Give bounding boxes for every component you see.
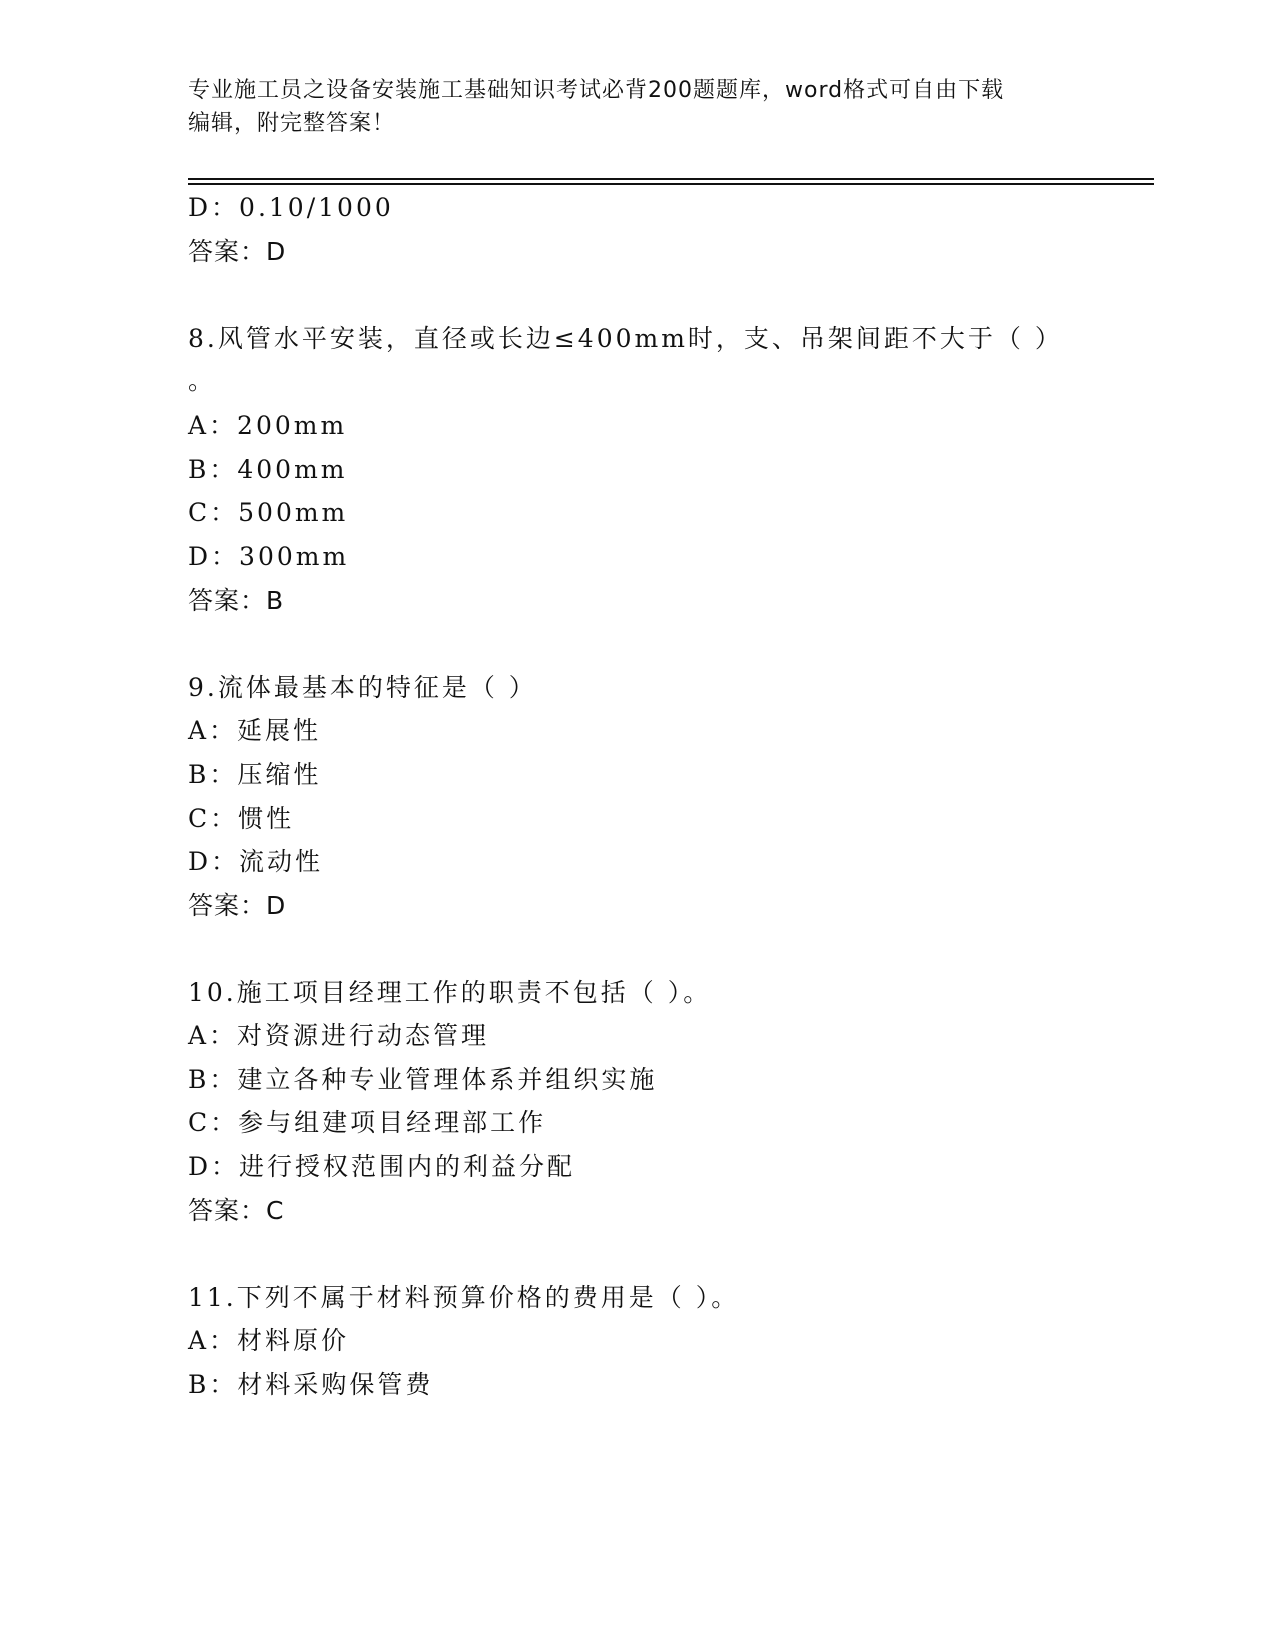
question-stem: 11.下列不属于材料预算价格的费用是（ ）。 [188, 1283, 740, 1312]
header-line-2: 编辑，附完整答案！ [188, 111, 396, 136]
answer-line: 答案：B [188, 586, 285, 615]
header-line-1: 专业施工员之设备安装施工基础知识考试必背200题题库，word格式可自由下载 [188, 78, 1005, 103]
option-d: D：0.10/1000 [188, 193, 394, 222]
header-divider-bottom [188, 183, 1154, 185]
answer-line: 答案：D [188, 237, 287, 266]
option-b: B：压缩性 [188, 760, 322, 789]
option-a: A：材料原价 [188, 1326, 350, 1355]
option-a: A：200mm [188, 411, 348, 440]
option-c: C：参与组建项目经理部工作 [188, 1108, 547, 1137]
option-b: B：材料采购保管费 [188, 1370, 434, 1399]
option-d: D：流动性 [188, 847, 324, 876]
answer-line: 答案：C [188, 1196, 285, 1225]
question-stem-continuation: 。 [188, 366, 217, 395]
document-header [188, 74, 1088, 140]
option-c: C：500mm [188, 498, 349, 527]
option-d: D：300mm [188, 542, 350, 571]
answer-line: 答案：D [188, 891, 287, 920]
header-divider-top [188, 178, 1154, 180]
option-a: A：对资源进行动态管理 [188, 1021, 490, 1050]
question-stem: 8.风管水平安装，直径或长边≤400mm时，支、吊架间距不大于（ ） [188, 324, 1063, 353]
option-c: C：惯性 [188, 804, 295, 833]
option-b: B：建立各种专业管理体系并组织实施 [188, 1065, 658, 1094]
option-d: D：进行授权范围内的利益分配 [188, 1152, 576, 1181]
question-stem: 10.施工项目经理工作的职责不包括（ ）。 [188, 978, 712, 1007]
option-b: B：400mm [188, 455, 348, 484]
question-stem: 9.流体最基本的特征是（ ） [188, 673, 537, 702]
option-a: A：延展性 [188, 716, 322, 745]
